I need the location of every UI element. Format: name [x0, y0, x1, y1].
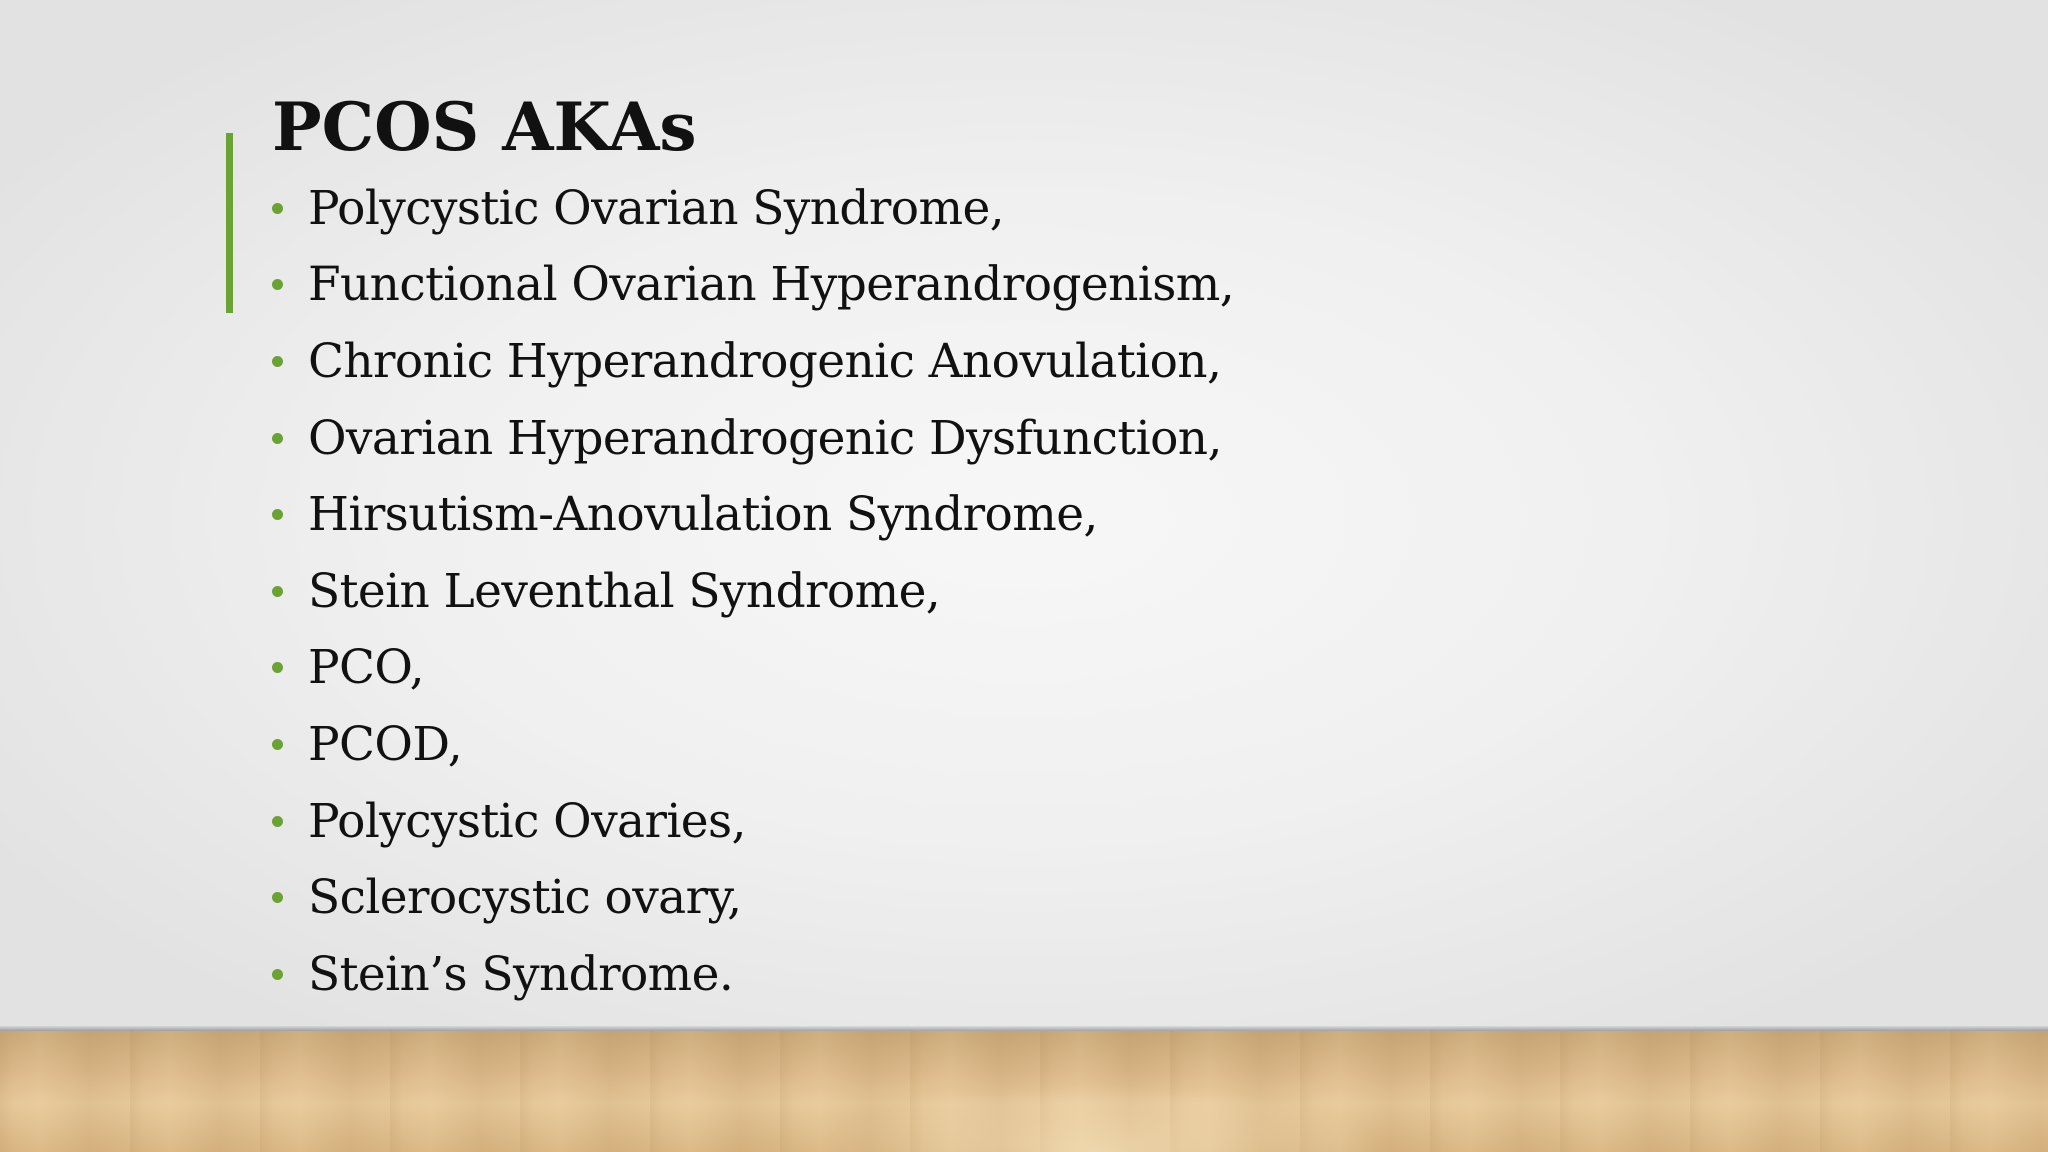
bullet-dot-icon [272, 356, 283, 367]
bullet-text: Functional Ovarian Hyperandrogenism, [308, 257, 1235, 313]
bullet-list [272, 170, 1234, 1013]
bullet-item [272, 170, 1234, 247]
bullet-text: Stein Leventhal Syndrome, [308, 563, 941, 619]
bullet-text: PCOD, [308, 716, 463, 772]
bullet-item [272, 247, 1234, 324]
bullet-text: Sclerocystic ovary, [308, 870, 742, 926]
bullet-text: Chronic Hyperandrogenic Anovulation, [308, 333, 1222, 389]
bullet-item [272, 936, 1234, 1013]
bullet-item [272, 630, 1234, 707]
bullet-dot-icon [272, 586, 283, 597]
bullet-dot-icon [272, 969, 283, 980]
bullet-text: Polycystic Ovarian Syndrome, [308, 180, 1005, 236]
bullet-dot-icon [272, 739, 283, 750]
bullet-text: Polycystic Ovaries, [308, 793, 746, 849]
title-accent-bar [226, 133, 233, 313]
bullet-dot-icon [272, 509, 283, 520]
bullet-dot-icon [272, 892, 283, 903]
bullet-item [272, 553, 1234, 630]
bullet-text: PCO, [308, 640, 424, 696]
floor-light-glow [700, 1031, 1500, 1152]
bullet-dot-icon [272, 816, 283, 827]
slide-title: PCOS AKAs [272, 88, 697, 166]
bullet-item [272, 400, 1234, 477]
bullet-item [272, 859, 1234, 936]
bullet-item [272, 783, 1234, 860]
bullet-dot-icon [272, 203, 283, 214]
bullet-item [272, 706, 1234, 783]
bullet-dot-icon [272, 279, 283, 290]
bullet-text: Hirsutism-Anovulation Syndrome, [308, 487, 1098, 543]
bullet-item [272, 323, 1234, 400]
bullet-text: Ovarian Hyperandrogenic Dysfunction, [308, 410, 1222, 466]
bullet-item [272, 476, 1234, 553]
bullet-text: Stein’s Syndrome. [308, 946, 734, 1002]
bullet-dot-icon [272, 662, 283, 673]
bullet-dot-icon [272, 433, 283, 444]
